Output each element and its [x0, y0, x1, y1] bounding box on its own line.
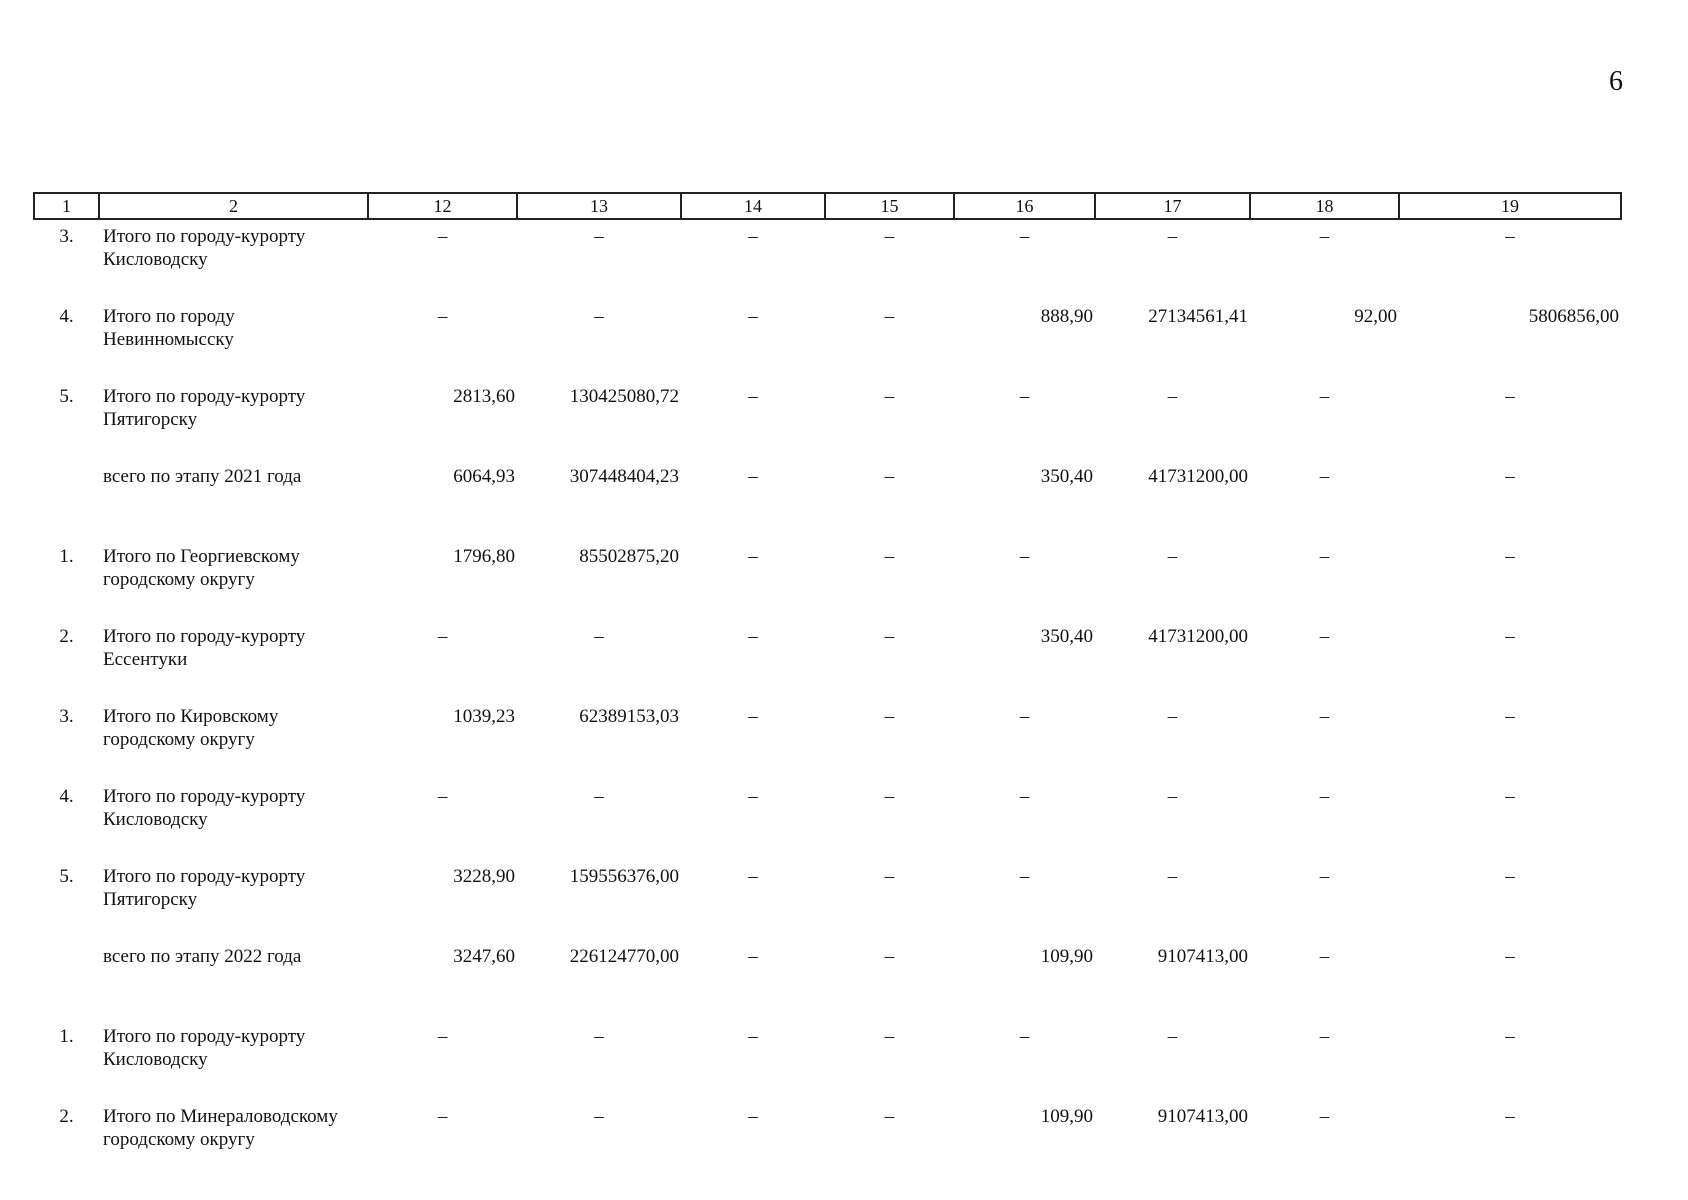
table-row: [34, 219, 1621, 300]
cell-18: –: [1319, 866, 1330, 887]
cell-18: –: [1319, 626, 1330, 647]
data-table: [33, 192, 1622, 1180]
cell-15: –: [884, 866, 895, 887]
cell-14: –: [748, 1026, 758, 1047]
cell-15: –: [884, 1026, 895, 1047]
col-header-15: 15: [825, 193, 954, 219]
col-header-14: 14: [681, 193, 825, 219]
cell-16: 350,40: [1040, 466, 1093, 487]
cell-13: 159556376,00: [569, 866, 679, 887]
row-name: Итого по городу-курорту Кисловодску: [103, 786, 306, 830]
cell-13: –: [594, 786, 604, 807]
cell-14: –: [748, 1106, 758, 1127]
cell-14: –: [748, 466, 758, 487]
cell-17: –: [1167, 386, 1178, 407]
cell-14: –: [748, 946, 758, 967]
row-number: 1.: [59, 546, 74, 567]
col-header-2: 2: [99, 193, 368, 219]
cell-13: 307448404,23: [569, 466, 679, 487]
cell-13: 226124770,00: [569, 946, 679, 967]
cell-19: –: [1505, 706, 1515, 727]
cell-15: –: [884, 626, 895, 647]
cell-12: 3247,60: [453, 946, 515, 967]
col-header-13: 13: [517, 193, 681, 219]
cell-16: 109,90: [1040, 1106, 1093, 1127]
cell-13: 130425080,72: [569, 386, 679, 407]
cell-17: –: [1167, 706, 1178, 727]
cell-12: –: [437, 306, 448, 327]
row-name: Итого по городу-курорту Пятигорску: [103, 866, 306, 910]
row-name: всего по этапу 2022 года: [103, 946, 302, 967]
cell-17: –: [1167, 786, 1178, 807]
cell-17: 27134561,41: [1148, 306, 1248, 327]
cell-19: –: [1505, 226, 1515, 247]
table-row: [34, 780, 1621, 860]
row-name: Итого по Георгиевскому городскому округу: [103, 546, 300, 590]
row-number: 4.: [59, 786, 74, 807]
table-row: [34, 620, 1621, 700]
col-header-1: 1: [34, 193, 99, 219]
cell-12: –: [437, 1026, 448, 1047]
row-name: Итого по Минераловодскому городскому округу: [103, 1106, 338, 1150]
table-row: [34, 940, 1621, 1020]
cell-14: –: [748, 786, 758, 807]
cell-16: –: [1019, 1026, 1030, 1047]
cell-18: –: [1319, 786, 1330, 807]
cell-12: 6064,93: [453, 466, 515, 487]
cell-14: –: [748, 866, 758, 887]
cell-15: –: [884, 706, 895, 727]
table-row: [34, 380, 1621, 460]
cell-16: –: [1019, 386, 1030, 407]
cell-12: 1796,80: [453, 546, 515, 567]
row-number: 5.: [59, 386, 74, 407]
col-header-18: 18: [1250, 193, 1399, 219]
cell-19: –: [1505, 946, 1515, 967]
cell-17: –: [1167, 866, 1178, 887]
cell-14: –: [748, 546, 758, 567]
cell-16: –: [1019, 546, 1030, 567]
cell-19: 5806856,00: [1528, 306, 1619, 327]
cell-19: –: [1505, 1106, 1515, 1127]
cell-13: –: [594, 226, 604, 247]
table-row: [34, 540, 1621, 620]
row-number: 2.: [59, 626, 74, 647]
cell-16: –: [1019, 706, 1030, 727]
cell-13: 62389153,03: [579, 706, 679, 727]
cell-15: –: [884, 786, 895, 807]
row-number: [34, 460, 99, 540]
cell-16: –: [1019, 226, 1030, 247]
table-row: [34, 860, 1621, 940]
table-row: [34, 1020, 1621, 1100]
cell-14: –: [748, 706, 758, 727]
cell-14: –: [748, 386, 758, 407]
row-name: Итого по городу-курорту Кисловодску: [103, 226, 306, 270]
cell-15: –: [884, 546, 895, 567]
cell-19: –: [1505, 546, 1515, 567]
table-row: [34, 700, 1621, 780]
cell-17: 9107413,00: [1157, 946, 1248, 967]
cell-13: –: [594, 626, 604, 647]
row-name: Итого по Кировскому городскому округу: [103, 706, 279, 750]
cell-12: –: [437, 226, 448, 247]
cell-15: –: [884, 1106, 895, 1127]
cell-17: –: [1167, 1026, 1178, 1047]
cell-17: 41731200,00: [1148, 626, 1248, 647]
cell-15: –: [884, 226, 895, 247]
page-number: 6: [1609, 66, 1623, 97]
table-row: [34, 460, 1621, 540]
row-name: Итого по городу Невинномысску: [103, 306, 235, 350]
row-number: 3.: [59, 226, 74, 247]
cell-19: –: [1505, 386, 1515, 407]
cell-13: 85502875,20: [579, 546, 679, 567]
cell-18: –: [1319, 1106, 1330, 1127]
cell-12: 2813,60: [453, 386, 515, 407]
col-header-17: 17: [1095, 193, 1250, 219]
cell-13: –: [594, 306, 604, 327]
row-number: 1.: [59, 1026, 74, 1047]
cell-18: –: [1319, 1026, 1330, 1047]
cell-19: –: [1505, 866, 1515, 887]
cell-18: –: [1319, 466, 1330, 487]
cell-17: –: [1167, 546, 1178, 567]
table-row: [34, 300, 1621, 380]
cell-18: –: [1319, 386, 1330, 407]
row-number: 3.: [59, 706, 74, 727]
cell-18: –: [1319, 546, 1330, 567]
cell-18: –: [1319, 706, 1330, 727]
cell-18: –: [1319, 946, 1330, 967]
row-number: 2.: [59, 1106, 74, 1127]
row-number: 5.: [59, 866, 74, 887]
cell-19: –: [1505, 466, 1515, 487]
header-row: [34, 193, 1621, 219]
cell-14: –: [748, 626, 758, 647]
cell-16: –: [1019, 866, 1030, 887]
cell-15: –: [884, 946, 895, 967]
col-header-12: 12: [368, 193, 517, 219]
cell-13: –: [594, 1106, 604, 1127]
cell-15: –: [884, 306, 895, 327]
cell-12: 3228,90: [453, 866, 515, 887]
cell-18: 92,00: [1354, 306, 1397, 327]
cell-14: –: [748, 306, 758, 327]
cell-17: –: [1167, 226, 1178, 247]
cell-18: –: [1319, 226, 1330, 247]
cell-19: –: [1505, 786, 1515, 807]
col-header-19: 19: [1399, 193, 1621, 219]
cell-16: 350,40: [1040, 626, 1093, 647]
cell-19: –: [1505, 626, 1515, 647]
cell-19: –: [1505, 1026, 1515, 1047]
cell-16: –: [1019, 786, 1030, 807]
row-name: Итого по городу-курорту Пятигорску: [103, 386, 306, 430]
cell-15: –: [884, 386, 895, 407]
cell-12: –: [437, 626, 448, 647]
row-number: [34, 940, 99, 1020]
row-name: всего по этапу 2021 года: [103, 466, 302, 487]
cell-12: 1039,23: [453, 706, 515, 727]
cell-17: 41731200,00: [1148, 466, 1248, 487]
cell-16: 109,90: [1040, 946, 1093, 967]
cell-14: –: [748, 226, 758, 247]
cell-15: –: [884, 466, 895, 487]
row-number: 4.: [59, 306, 74, 327]
row-name: Итого по городу-курорту Кисловодску: [103, 1026, 306, 1070]
cell-13: –: [594, 1026, 604, 1047]
col-header-16: 16: [954, 193, 1095, 219]
cell-12: –: [437, 1106, 448, 1127]
row-name: Итого по городу-курорту Ессентуки: [103, 626, 306, 670]
cell-16: 888,90: [1040, 306, 1093, 327]
table-row: [34, 1100, 1621, 1180]
cell-12: –: [437, 786, 448, 807]
cell-17: 9107413,00: [1157, 1106, 1248, 1127]
